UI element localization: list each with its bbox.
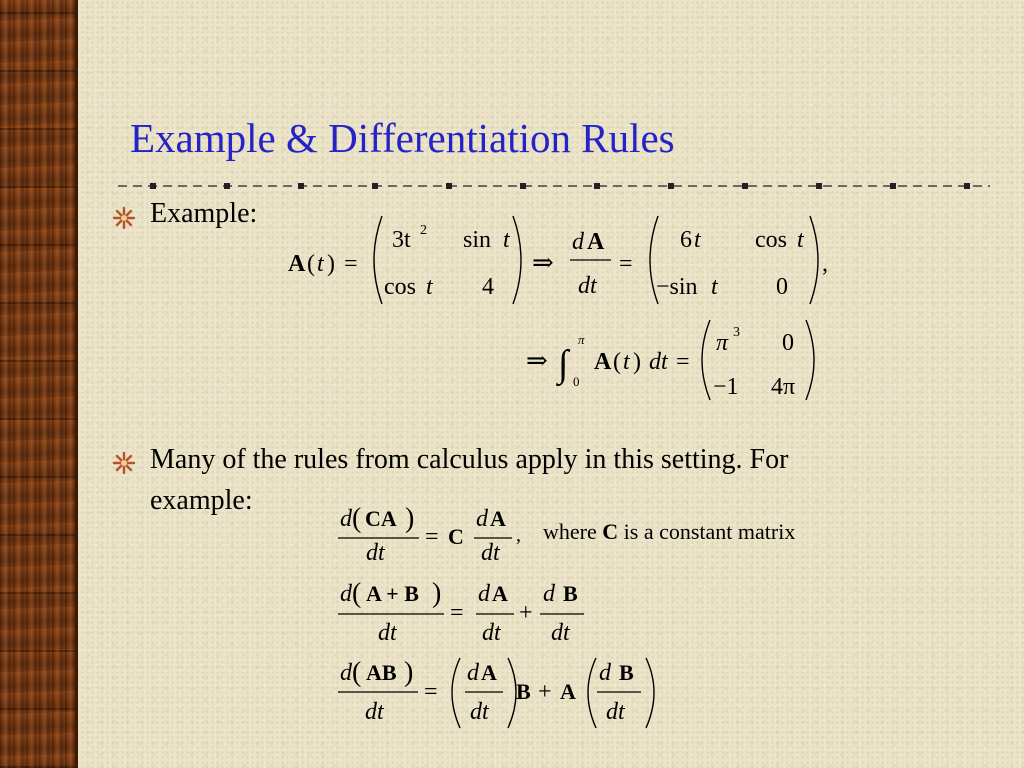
slide-title: Example & Differentiation Rules	[130, 115, 675, 161]
d-numerator: d	[340, 581, 352, 607]
equals-sign: =	[344, 251, 358, 277]
equals-sign: =	[676, 349, 690, 375]
rule-sum	[338, 578, 584, 646]
matrix2-cell-cos-t: t	[797, 227, 804, 253]
matrix1-cell-cos-t: t	[426, 274, 433, 300]
symbol-A: A	[492, 581, 508, 606]
plus-sign: +	[519, 600, 533, 626]
matrix-bracket-left	[702, 320, 710, 400]
matrix1-exponent: 2	[420, 223, 427, 238]
note-symbol-C: C	[602, 519, 619, 544]
paren-left: (	[307, 251, 315, 277]
paren-large-left	[588, 658, 596, 728]
integral-sign: ∫	[558, 343, 569, 385]
constant-matrix-note	[543, 519, 795, 545]
d-numerator: d	[599, 660, 611, 686]
paren-large-right	[508, 658, 516, 728]
implies-arrow: ⇒	[532, 248, 554, 277]
paren-right: )	[405, 503, 415, 534]
dt-denominator: dt	[482, 620, 501, 646]
matrix2-cell-cos: cos	[755, 227, 787, 253]
dt-denominator: dt	[378, 620, 397, 646]
d-numerator: d	[467, 660, 479, 686]
matrix2-cell-0: 0	[776, 274, 788, 300]
integral-upper-limit: π	[578, 332, 585, 347]
symbol-B: B	[563, 581, 578, 606]
note-rest: is a constant matrix	[623, 519, 796, 544]
equals-sign: =	[450, 600, 464, 626]
matrix-bracket-right	[810, 216, 818, 304]
dt-denominator: dt	[470, 699, 489, 725]
symbol-A: A	[587, 229, 605, 255]
bullet-text-rules-line2: example:	[150, 485, 253, 516]
bullet-text-example: Example:	[150, 198, 258, 229]
matrix1-cell-cos: cos	[384, 274, 416, 300]
equals-sign: =	[619, 251, 633, 277]
symbol-A: A	[594, 349, 612, 375]
matrix1-cell-4: 4	[482, 274, 494, 300]
matrix3-exponent: 3	[733, 325, 740, 340]
paren-left: (	[613, 349, 621, 375]
paren-right: )	[633, 349, 641, 375]
matrix3-cell-0: 0	[782, 330, 794, 356]
paren-large-left	[452, 658, 460, 728]
symbol-A: A	[288, 251, 306, 277]
symbol-B: B	[516, 679, 531, 704]
dt-denominator: dt	[551, 620, 570, 646]
symbol-B: B	[619, 660, 634, 685]
d-numerator: d	[340, 660, 352, 686]
product-AB: AB	[366, 660, 397, 685]
rule-constant-matrix	[338, 503, 521, 566]
paren-left: (	[352, 578, 362, 609]
dt-denominator: dt	[365, 699, 384, 725]
matrix-bracket-left	[374, 216, 382, 304]
rule-product	[338, 657, 654, 728]
dt-denominator: dt	[606, 699, 625, 725]
equals-sign: =	[424, 679, 438, 705]
paren-large-right	[646, 658, 654, 728]
symbol-C: C	[448, 524, 464, 549]
matrix1-cell-sin-t: t	[503, 227, 510, 253]
sum-A-plus-B: A + B	[366, 581, 419, 606]
note-where: where	[543, 519, 597, 544]
dt-denominator: dt	[481, 540, 500, 566]
d-numerator: d	[340, 506, 352, 532]
paren-right: )	[404, 657, 414, 688]
matrix3-cell-4pi: 4π	[771, 374, 796, 400]
matrix-bracket-right	[513, 216, 521, 304]
d-numerator: d	[478, 581, 490, 607]
matrix2-cell-minus-sin-t: t	[711, 274, 718, 300]
dt-denominator: dt	[578, 273, 597, 299]
matrix1-cell-sin: sin	[463, 227, 492, 253]
paren-right: )	[432, 578, 442, 609]
integral-lower-limit: 0	[573, 374, 580, 389]
matrix3-cell-minus-1: −1	[713, 374, 739, 400]
equation-derivative-example	[288, 216, 828, 304]
plus-sign: +	[538, 679, 552, 705]
bullet-text-rules-line1: Many of the rules from calculus apply in this setting. For	[150, 444, 789, 475]
equation-integral-example	[526, 320, 814, 400]
matrix3-cell-pi: π	[716, 330, 729, 356]
matrix1-cell-3t: 3t	[392, 227, 411, 253]
trailing-comma: ,	[516, 524, 521, 546]
d-numerator: d	[572, 229, 584, 255]
paren-right: )	[327, 251, 335, 277]
var-t: t	[317, 251, 324, 277]
matrix2-cell-6-t: t	[694, 227, 701, 253]
paren-left: (	[352, 657, 362, 688]
matrix2-cell-6: 6	[680, 227, 692, 253]
product-CA: CA	[365, 506, 397, 531]
dt-denominator: dt	[366, 540, 385, 566]
var-t: t	[623, 349, 630, 375]
matrix-bracket-right	[806, 320, 814, 400]
d-numerator: d	[543, 581, 555, 607]
paren-left: (	[352, 503, 362, 534]
symbol-A: A	[481, 660, 497, 685]
symbol-A: A	[560, 679, 576, 704]
equals-sign: =	[425, 524, 439, 550]
dt: dt	[649, 349, 668, 375]
d-numerator: d	[476, 506, 488, 532]
symbol-A: A	[490, 506, 506, 531]
trailing-comma: ,	[822, 251, 828, 277]
implies-arrow: ⇒	[526, 346, 548, 375]
matrix2-cell-minus-sin: −sin	[656, 274, 698, 300]
